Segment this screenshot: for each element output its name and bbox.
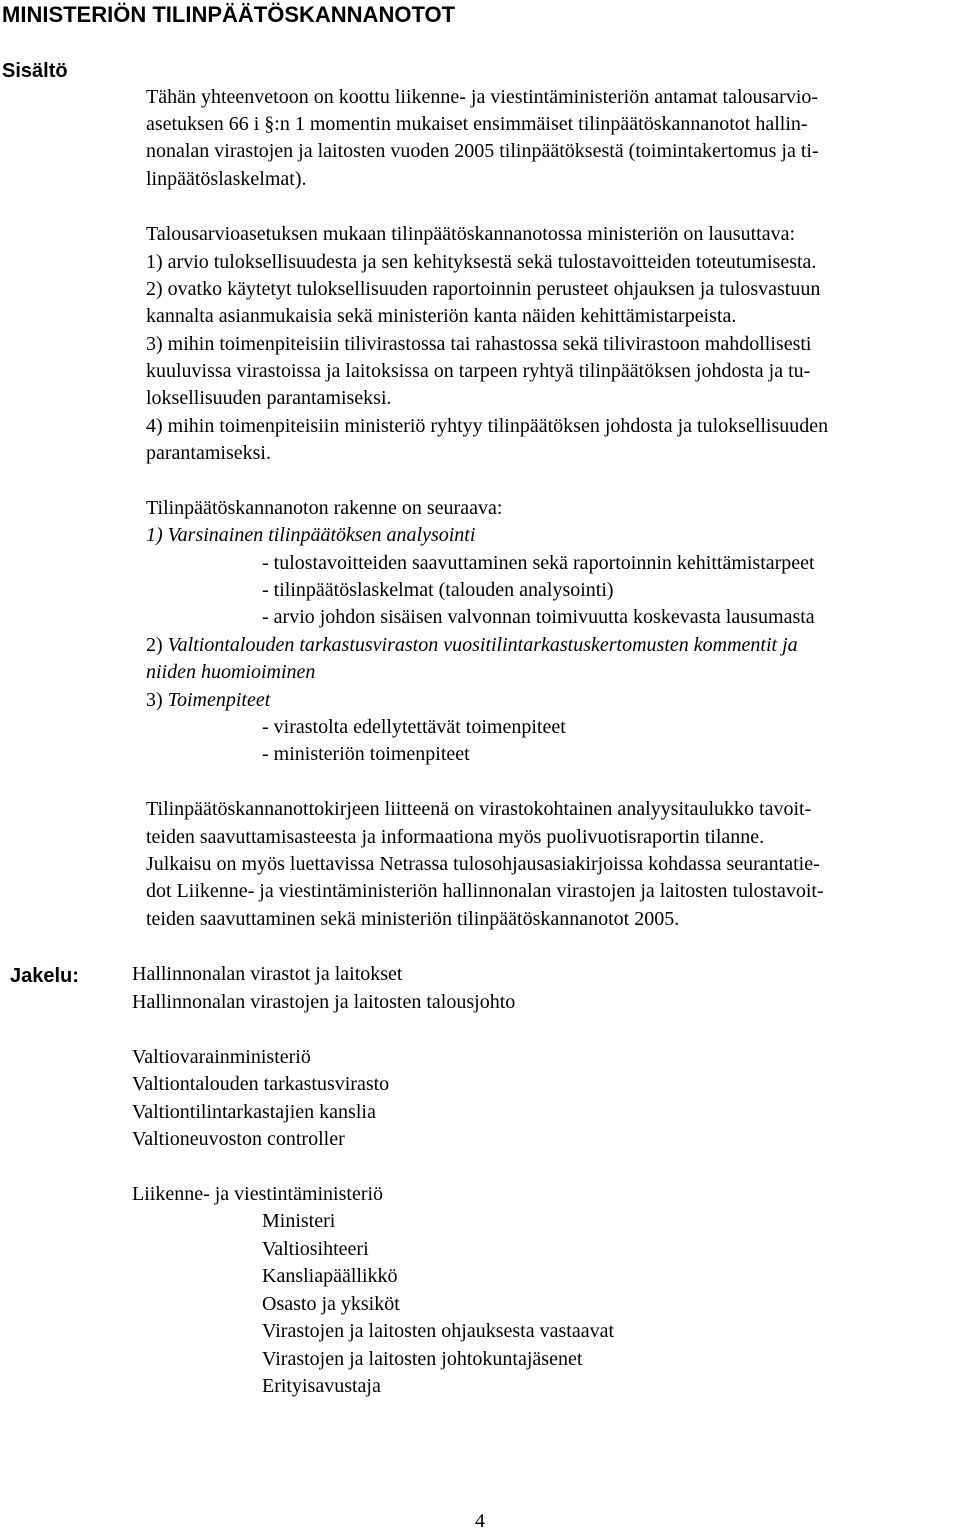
intro-line: Tähän yhteenvetoon on koottu liikenne- ja viestintäministeriön antamat talousarvio- (146, 86, 819, 108)
structure-item-3 (146, 687, 270, 714)
structure-item-1-sub: - tulostavoitteiden saavuttaminen sekä raportoinnin kehittämistarpeet (262, 552, 815, 574)
closing-line: teiden saavuttaminen sekä ministeriön tilinpäätöskannanotot 2005. (146, 908, 680, 930)
structure-item-2 (146, 632, 798, 659)
jakelu-ministry-sub: Osasto ja yksiköt (262, 1293, 400, 1315)
intro-line: asetuksen 66 i §:n 1 momentin mukaiset ensimmäiset tilinpäätöskannanotot hallin- (146, 113, 808, 135)
structure-item-2-number: 2) (146, 634, 168, 656)
jakelu-ministry-sub: Virastojen ja laitosten johtokuntajäsenet (262, 1348, 583, 1370)
requirements-line: 2) ovatko käytetyt tuloksellisuuden raportoinnin perusteet ohjauksen ja tulosvastuun (146, 278, 821, 300)
closing-line: Julkaisu on myös luettavissa Netrassa tulosohjausasiakirjoissa kohdassa seurantatie- (146, 853, 820, 875)
jakelu-ministry: Liikenne- ja viestintäministeriö (132, 1183, 384, 1205)
jakelu-ministry-sub: Valtiosihteeri (262, 1238, 369, 1260)
jakelu-item: Hallinnonalan virastot ja laitokset (132, 963, 403, 985)
structure-item-3-number: 3) (146, 689, 168, 711)
jakelu-ministry-sub: Kansliapäällikkö (262, 1265, 398, 1287)
jakelu-ministry-sub: Virastojen ja laitosten ohjauksesta vastaavat (262, 1320, 615, 1342)
requirements-line: loksellisuuden parantamiseksi. (146, 387, 392, 409)
requirements-line: 4) mihin toimenpiteisiin ministeriö ryhtyy tilinpäätöksen johdosta ja tuloksellisuuden (146, 415, 829, 437)
jakelu-ministry-sub: Ministeri (262, 1210, 336, 1232)
jakelu-item: Hallinnonalan virastojen ja laitosten talousjohto (132, 991, 516, 1013)
closing-line: teiden saavuttamisasteesta ja informaationa myös puolivuotisraportin tilanne. (146, 826, 765, 848)
requirements-line: 1) arvio tuloksellisuudesta ja sen kehityksestä sekä tulostavoitteiden toteutumisesta. (146, 251, 817, 273)
requirements-line: Talousarvioasetuksen mukaan tilinpäätöskannanotossa ministeriön on lausuttava: (146, 223, 796, 245)
closing-line: Tilinpäätöskannanottokirjeen liitteenä on virastokohtainen analyysitaulukko tavoit- (146, 798, 812, 820)
requirements-line: parantamiseksi. (146, 442, 271, 464)
requirements-line: kannalta asianmukaisia sekä ministeriön kanta näiden kehittämistarpeista. (146, 305, 737, 327)
structure-heading: Tilinpäätöskannanoton rakenne on seuraava: (146, 497, 503, 519)
jakelu-item: Valtiontilintarkastajien kanslia (132, 1101, 376, 1123)
jakelu-item: Valtiontalouden tarkastusvirasto (132, 1073, 390, 1095)
structure-item-2-cont: niiden huomioiminen (146, 661, 316, 683)
section-label-jakelu: Jakelu: (10, 965, 79, 987)
requirements-line: 3) mihin toimenpiteisiin tilivirastossa tai rahastossa sekä tilivirastoon mahdollisesti (146, 333, 812, 355)
page-number: 4 (475, 1510, 485, 1532)
structure-item-2-text: Valtiontalouden tarkastusviraston vuositilintarkastuskertomusten kommentit ja (167, 634, 798, 656)
section-label-sisalto: Sisältö (2, 60, 68, 82)
structure-item-3-sub: - ministeriön toimenpiteet (262, 743, 470, 765)
document-title: MINISTERIÖN TILINPÄÄTÖSKANNANOTOT (2, 2, 456, 27)
jakelu-item: Valtioneuvoston controller (132, 1128, 345, 1150)
intro-line: linpäätöslaskelmat). (146, 168, 307, 190)
requirements-line: kuuluvissa virastoissa ja laitoksissa on tarpeen ryhtyä tilinpäätöksen johdosta ja tu- (146, 360, 811, 382)
intro-line: nonalan virastojen ja laitosten vuoden 2005 tilinpäätöksestä (toimintakertomus ja ti- (146, 140, 819, 162)
structure-item-3-sub: - virastolta edellytettävät toimenpiteet (262, 716, 566, 738)
jakelu-item: Valtiovarainministeriö (132, 1046, 311, 1068)
structure-item-1-sub: - arvio johdon sisäisen valvonnan toimivuutta koskevasta lausumasta (262, 606, 815, 628)
jakelu-ministry-sub: Erityisavustaja (262, 1375, 381, 1397)
structure-item-1-sub: - tilinpäätöslaskelmat (talouden analysointi) (262, 579, 614, 601)
structure-item-3-text: Toimenpiteet (167, 689, 271, 711)
structure-item-1: 1) Varsinainen tilinpäätöksen analysointi (146, 524, 476, 546)
closing-line: dot Liikenne- ja viestintäministeriön hallinnonalan virastojen ja laitosten tulostavoit- (146, 880, 824, 902)
